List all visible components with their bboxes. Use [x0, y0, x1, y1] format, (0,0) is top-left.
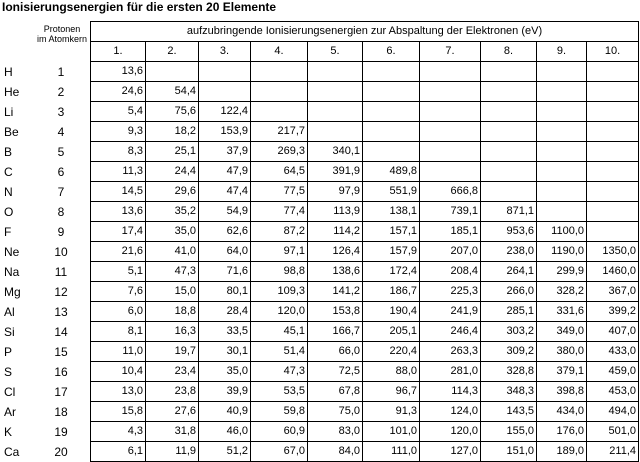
element-symbol: Al [4, 305, 15, 319]
column-header: 1. [91, 42, 146, 62]
energy-cell: 126,4 [308, 242, 363, 262]
proton-number: 15 [54, 345, 68, 359]
energy-cell: 871,1 [481, 202, 537, 222]
energy-cell: 157,9 [363, 242, 420, 262]
table-row [91, 62, 639, 82]
proton-number: 3 [57, 105, 65, 119]
energy-cell: 189,0 [537, 442, 587, 462]
table-row [91, 442, 639, 462]
energy-cell: 143,5 [481, 402, 537, 422]
column-header: 6. [363, 42, 420, 62]
table-row [91, 402, 639, 422]
energy-cell [363, 82, 420, 102]
energy-cell [587, 202, 639, 222]
table-body [91, 22, 639, 462]
energy-cell: 35,2 [146, 202, 199, 222]
energy-cell: 453,0 [587, 382, 639, 402]
energy-cell: 459,0 [587, 362, 639, 382]
energy-cell: 83,0 [308, 422, 363, 442]
energy-cell: 11,9 [146, 442, 199, 462]
energy-cell [587, 122, 639, 142]
energy-cell: 666,8 [420, 182, 481, 202]
energy-cell: 120,0 [251, 302, 308, 322]
energy-cell: 51,4 [251, 342, 308, 362]
energy-cell: 6,1 [91, 442, 146, 462]
proton-number: 9 [57, 225, 65, 239]
element-symbol: O [4, 205, 14, 219]
energy-cell: 153,9 [199, 122, 251, 142]
proton-number: 17 [54, 385, 68, 399]
energy-cell: 309,2 [481, 342, 537, 362]
energy-cell [587, 142, 639, 162]
energy-cell: 75,0 [308, 402, 363, 422]
energy-cell [420, 162, 481, 182]
energy-cell: 47,3 [146, 262, 199, 282]
energy-cell [481, 82, 537, 102]
proton-number: 20 [54, 445, 68, 459]
energy-cell [587, 162, 639, 182]
energy-cell: 10,4 [91, 362, 146, 382]
energy-cell: 398,8 [537, 382, 587, 402]
energy-cell: 241,9 [420, 302, 481, 322]
energy-cell: 40,9 [199, 402, 251, 422]
energy-cell: 101,0 [363, 422, 420, 442]
element-symbol: Na [4, 265, 20, 279]
column-header: 8. [481, 42, 537, 62]
energy-cell: 88,0 [363, 362, 420, 382]
table-row [91, 102, 639, 122]
energy-cell: 211,4 [587, 442, 639, 462]
energy-cell: 51,2 [199, 442, 251, 462]
energy-cell: 13,6 [91, 62, 146, 82]
energy-cell: 399,2 [587, 302, 639, 322]
proton-number: 11 [54, 265, 68, 279]
energy-cell: 45,1 [251, 322, 308, 342]
energy-cell [481, 122, 537, 142]
energy-cell: 246,4 [420, 322, 481, 342]
protonen-header-line2: im Atomkern [36, 34, 87, 44]
energy-cell: 18,2 [146, 122, 199, 142]
energy-cell [587, 182, 639, 202]
energy-cell: 141,2 [308, 282, 363, 302]
energy-cell: 33,5 [199, 322, 251, 342]
proton-number: 10 [54, 245, 68, 259]
energy-cell: 28,4 [199, 302, 251, 322]
energy-cell: 953,6 [481, 222, 537, 242]
element-symbol: Mg [4, 285, 21, 299]
proton-number: 19 [54, 425, 68, 439]
energy-cell: 217,7 [251, 122, 308, 142]
energy-cell: 114,3 [420, 382, 481, 402]
energy-cell: 328,2 [537, 282, 587, 302]
energy-cell [420, 142, 481, 162]
table-header-row [91, 22, 639, 42]
element-symbol: Cl [4, 385, 16, 399]
proton-number: 12 [54, 285, 68, 299]
column-header: 5. [308, 42, 363, 62]
energy-cell: 23,4 [146, 362, 199, 382]
energy-cell [537, 62, 587, 82]
energy-cell: 15,0 [146, 282, 199, 302]
element-symbol: B [4, 145, 13, 159]
energy-cell: 220,4 [363, 342, 420, 362]
table-row [91, 382, 639, 402]
energy-cell: 77,5 [251, 182, 308, 202]
energy-cell: 4,3 [91, 422, 146, 442]
energy-cell: 263,3 [420, 342, 481, 362]
column-header: 2. [146, 42, 199, 62]
energy-cell: 138,1 [363, 202, 420, 222]
column-header: 7. [420, 42, 481, 62]
energy-cell: 331,6 [537, 302, 587, 322]
energy-cell: 67,8 [308, 382, 363, 402]
element-symbol: P [4, 345, 13, 359]
energy-cell: 25,1 [146, 142, 199, 162]
energy-cell: 47,4 [199, 182, 251, 202]
table-row [91, 122, 639, 142]
energy-cell [420, 82, 481, 102]
proton-number: 1 [57, 65, 65, 79]
energy-cell: 18,8 [146, 302, 199, 322]
element-symbol: Be [4, 125, 19, 139]
energy-cell: 11,3 [91, 162, 146, 182]
energy-cell [308, 62, 363, 82]
energy-cell: 113,9 [308, 202, 363, 222]
energy-cell: 281,0 [420, 362, 481, 382]
energy-cell: 62,6 [199, 222, 251, 242]
energy-cell [251, 82, 308, 102]
energy-cell: 24,4 [146, 162, 199, 182]
element-symbol: Si [4, 325, 15, 339]
energy-cell: 54,9 [199, 202, 251, 222]
column-header: 4. [251, 42, 308, 62]
energy-cell: 9,3 [91, 122, 146, 142]
energy-cell: 53,5 [251, 382, 308, 402]
energy-cell: 122,4 [199, 102, 251, 122]
energy-cell: 328,8 [481, 362, 537, 382]
proton-number: 18 [54, 405, 68, 419]
energy-cell [308, 122, 363, 142]
energy-cell [363, 142, 420, 162]
energy-cell: 54,4 [146, 82, 199, 102]
energy-cell: 24,6 [91, 82, 146, 102]
element-symbol: C [4, 165, 13, 179]
energy-cell [363, 102, 420, 122]
energy-cell: 190,4 [363, 302, 420, 322]
energy-cell: 225,3 [420, 282, 481, 302]
page-title: Ionisierungsenergien für die ersten 20 Elemente [2, 0, 277, 14]
energy-cell [363, 122, 420, 142]
energy-cell: 379,1 [537, 362, 587, 382]
energy-cell: 77,4 [251, 202, 308, 222]
energy-cell: 124,0 [420, 402, 481, 422]
energy-cell [308, 102, 363, 122]
energy-cell: 75,6 [146, 102, 199, 122]
energy-cell [308, 82, 363, 102]
energy-cell: 172,4 [363, 262, 420, 282]
proton-number: 7 [57, 185, 65, 199]
proton-number: 4 [57, 125, 65, 139]
element-symbol: Ne [4, 245, 20, 259]
energy-cell [537, 202, 587, 222]
energy-cell: 31,8 [146, 422, 199, 442]
table-row [91, 162, 639, 182]
proton-number: 13 [54, 305, 68, 319]
energy-cell: 348,3 [481, 382, 537, 402]
table-row [91, 302, 639, 322]
energy-cell: 739,1 [420, 202, 481, 222]
energy-cell: 238,0 [481, 242, 537, 262]
energy-cell: 111,0 [363, 442, 420, 462]
energy-cell: 59,8 [251, 402, 308, 422]
energy-cell: 16,3 [146, 322, 199, 342]
energy-cell: 127,0 [420, 442, 481, 462]
energy-cell: 39,9 [199, 382, 251, 402]
element-symbol: F [4, 225, 12, 239]
element-symbol: Li [4, 105, 14, 119]
energy-cell: 176,0 [537, 422, 587, 442]
energy-cell: 46,0 [199, 422, 251, 442]
table-header: aufzubringende Ionisierungsenergien zur Abspaltung der Elektronen (eV) [91, 22, 639, 42]
energy-cell: 37,9 [199, 142, 251, 162]
element-symbol: Ar [4, 405, 16, 419]
column-header: 9. [537, 42, 587, 62]
energy-cell: 60,9 [251, 422, 308, 442]
protonen-header-line1: Protonen [43, 24, 81, 34]
energy-cell: 264,1 [481, 262, 537, 282]
element-symbol: He [4, 85, 20, 99]
energy-cell: 367,0 [587, 282, 639, 302]
energy-cell [363, 62, 420, 82]
energy-cell [537, 122, 587, 142]
energy-cell [481, 142, 537, 162]
energy-cell [537, 82, 587, 102]
energy-cell: 8,3 [91, 142, 146, 162]
energy-cell: 185,1 [420, 222, 481, 242]
energy-cell: 501,0 [587, 422, 639, 442]
energy-cell: 494,0 [587, 402, 639, 422]
column-header: 3. [199, 42, 251, 62]
table-row [91, 342, 639, 362]
energy-cell: 13,0 [91, 382, 146, 402]
energy-cell [537, 142, 587, 162]
energy-cell [420, 122, 481, 142]
energy-cell [251, 102, 308, 122]
energy-cell: 47,9 [199, 162, 251, 182]
energy-cell: 207,0 [420, 242, 481, 262]
proton-number: 14 [54, 325, 68, 339]
energy-cell [587, 222, 639, 242]
energy-cell: 208,4 [420, 262, 481, 282]
energy-cell: 303,2 [481, 322, 537, 342]
energy-cell [420, 62, 481, 82]
energy-cell: 120,0 [420, 422, 481, 442]
energy-cell: 11,0 [91, 342, 146, 362]
energy-cell: 71,6 [199, 262, 251, 282]
energy-cell [481, 162, 537, 182]
energy-cell: 84,0 [308, 442, 363, 462]
proton-number: 6 [57, 165, 65, 179]
energy-cell: 35,0 [199, 362, 251, 382]
energy-cell: 186,7 [363, 282, 420, 302]
energy-cell: 551,9 [363, 182, 420, 202]
energy-cell [587, 62, 639, 82]
energy-cell: 96,7 [363, 382, 420, 402]
element-symbol: H [4, 65, 13, 79]
proton-number: 2 [57, 85, 65, 99]
energy-cell: 299,9 [537, 262, 587, 282]
energy-cell: 1190,0 [537, 242, 587, 262]
proton-number: 8 [57, 205, 65, 219]
energy-cell: 64,5 [251, 162, 308, 182]
energy-cell: 407,0 [587, 322, 639, 342]
energy-cell: 269,3 [251, 142, 308, 162]
energy-cell [146, 62, 199, 82]
ionization-energy-table [90, 21, 639, 462]
energy-cell: 87,2 [251, 222, 308, 242]
energy-cell: 349,0 [537, 322, 587, 342]
energy-cell [251, 62, 308, 82]
table-row [91, 222, 639, 242]
energy-cell: 17,4 [91, 222, 146, 242]
energy-cell: 151,0 [481, 442, 537, 462]
table-row [91, 242, 639, 262]
proton-number: 16 [54, 365, 68, 379]
energy-cell [481, 102, 537, 122]
energy-cell: 15,8 [91, 402, 146, 422]
energy-cell: 41,0 [146, 242, 199, 262]
energy-cell: 67,0 [251, 442, 308, 462]
energy-cell: 21,6 [91, 242, 146, 262]
table-row [91, 142, 639, 162]
energy-cell: 109,3 [251, 282, 308, 302]
energy-cell: 35,0 [146, 222, 199, 242]
energy-cell: 157,1 [363, 222, 420, 242]
energy-cell: 5,1 [91, 262, 146, 282]
energy-cell: 155,0 [481, 422, 537, 442]
energy-cell: 30,1 [199, 342, 251, 362]
energy-cell: 14,5 [91, 182, 146, 202]
energy-cell: 27,6 [146, 402, 199, 422]
energy-cell: 72,5 [308, 362, 363, 382]
energy-cell: 489,8 [363, 162, 420, 182]
energy-cell: 266,0 [481, 282, 537, 302]
energy-cell [587, 102, 639, 122]
energy-cell: 97,1 [251, 242, 308, 262]
energy-cell: 434,0 [537, 402, 587, 422]
energy-cell: 80,1 [199, 282, 251, 302]
column-header: 10. [587, 42, 639, 62]
table-row [91, 282, 639, 302]
energy-cell: 166,7 [308, 322, 363, 342]
element-symbol: Ca [4, 445, 20, 459]
table-row [91, 82, 639, 102]
proton-number: 5 [57, 145, 65, 159]
energy-cell: 98,8 [251, 262, 308, 282]
energy-cell [537, 162, 587, 182]
energy-cell [587, 82, 639, 102]
table-row [91, 362, 639, 382]
energy-cell: 7,6 [91, 282, 146, 302]
energy-cell [537, 102, 587, 122]
table-row [91, 322, 639, 342]
energy-cell: 66,0 [308, 342, 363, 362]
energy-cell: 19,7 [146, 342, 199, 362]
energy-cell: 47,3 [251, 362, 308, 382]
energy-cell: 5,4 [91, 102, 146, 122]
energy-cell [481, 62, 537, 82]
energy-cell: 97,9 [308, 182, 363, 202]
element-symbol: K [4, 425, 13, 439]
energy-cell: 153,8 [308, 302, 363, 322]
energy-cell [199, 82, 251, 102]
element-symbol: S [4, 365, 13, 379]
column-number-row [91, 42, 639, 62]
energy-cell [537, 182, 587, 202]
energy-cell: 1350,0 [587, 242, 639, 262]
energy-cell: 340,1 [308, 142, 363, 162]
energy-cell: 114,2 [308, 222, 363, 242]
table-row [91, 262, 639, 282]
energy-cell: 285,1 [481, 302, 537, 322]
energy-cell: 205,1 [363, 322, 420, 342]
element-symbol: N [4, 185, 13, 199]
energy-cell [420, 102, 481, 122]
energy-cell: 13,6 [91, 202, 146, 222]
energy-cell: 23,8 [146, 382, 199, 402]
energy-cell: 433,0 [587, 342, 639, 362]
energy-cell: 138,6 [308, 262, 363, 282]
table-row [91, 182, 639, 202]
table-row [91, 202, 639, 222]
energy-cell: 8,1 [91, 322, 146, 342]
energy-cell: 380,0 [537, 342, 587, 362]
energy-cell [199, 62, 251, 82]
energy-cell [481, 182, 537, 202]
energy-cell: 1460,0 [587, 262, 639, 282]
energy-cell: 64,0 [199, 242, 251, 262]
energy-cell: 29,6 [146, 182, 199, 202]
energy-cell: 391,9 [308, 162, 363, 182]
energy-cell: 91,3 [363, 402, 420, 422]
energy-cell: 1100,0 [537, 222, 587, 242]
energy-cell: 6,0 [91, 302, 146, 322]
